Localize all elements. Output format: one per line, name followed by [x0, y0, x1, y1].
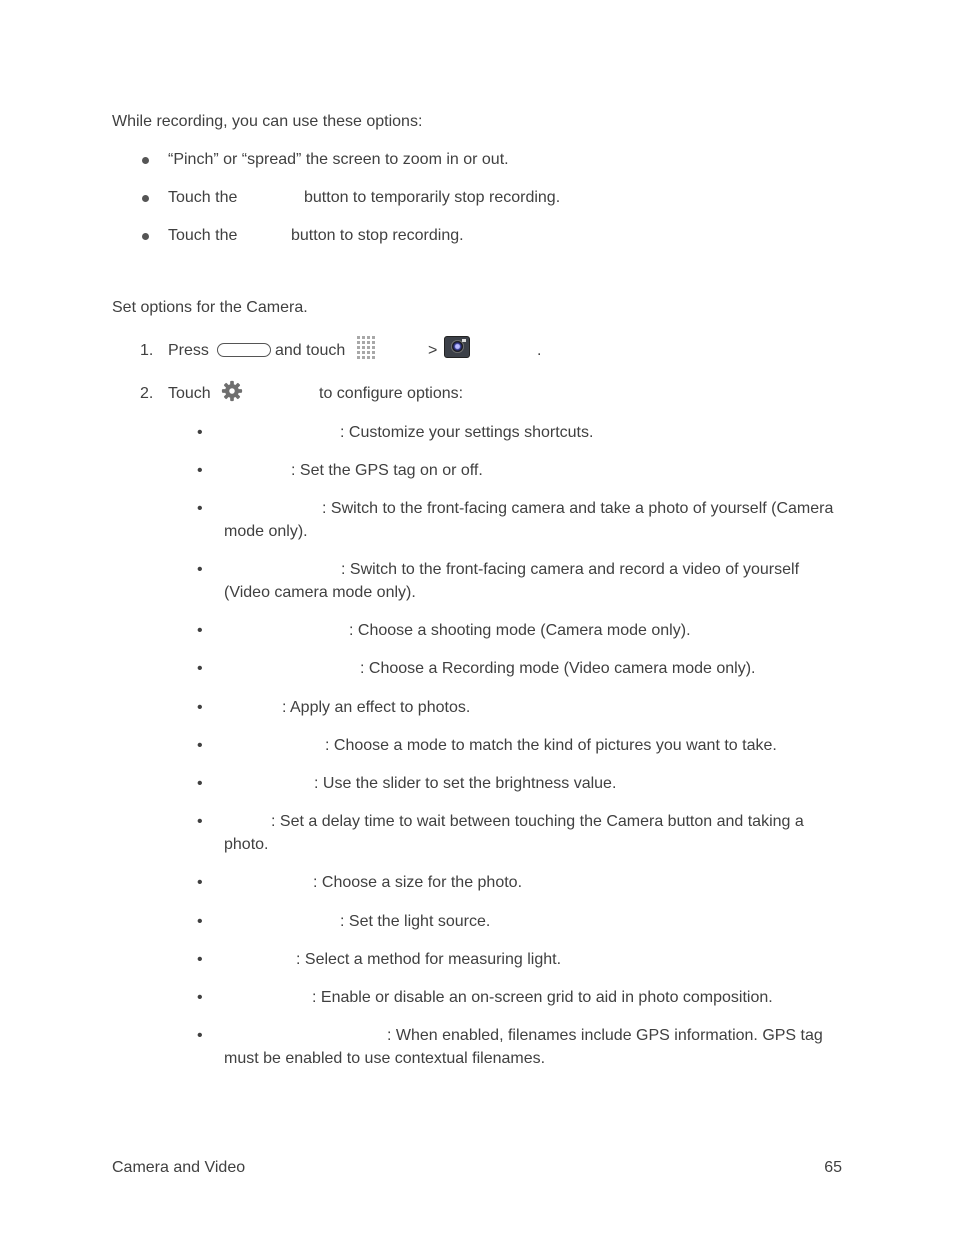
option-gps-tag: : Set the GPS tag on or off. — [291, 462, 483, 479]
bullet-mark: • — [197, 500, 203, 517]
step-2-number: 2. — [140, 385, 154, 402]
option-photo-size: : Choose a size for the photo. — [313, 874, 523, 891]
step-1-number: 1. — [140, 342, 154, 359]
bullet-mark: • — [197, 913, 203, 930]
bullet-mark: • — [197, 424, 203, 441]
intro-text: While recording, you can use these options: — [112, 113, 423, 130]
bullet-mark: • — [197, 989, 203, 1006]
bullet-mark: • — [197, 737, 203, 754]
bullet-mark: • — [197, 874, 203, 891]
option-effects: : Apply an effect to photos. — [282, 699, 471, 716]
option-timer: : Set a delay time to wait between touching the Camera button and taking a photo. — [224, 813, 804, 853]
bullet-mark: • — [197, 813, 203, 830]
bullet-mark: • — [197, 775, 203, 792]
bullet-mark: • — [197, 561, 203, 578]
step-2-touch: Touch — [168, 385, 211, 402]
step-1-press: Press — [168, 342, 209, 359]
bullet-dot — [142, 233, 149, 240]
bullet-dot — [142, 195, 149, 202]
bullet-mark: • — [197, 1027, 203, 1044]
option-white-balance: : Set the light source. — [340, 913, 491, 930]
recording-option-stop-text: button to stop recording. — [291, 227, 464, 244]
bullet-mark: • — [197, 699, 203, 716]
gear-icon — [221, 380, 243, 402]
option-self-recording: : Switch to the front-facing camera and record a video of yourself (Video camera mode only). — [224, 561, 800, 601]
apps-icon — [357, 336, 377, 358]
step-1-and-touch: and touch — [275, 342, 346, 359]
option-metering: : Select a method for measuring light. — [296, 951, 562, 968]
option-contextual-filename: : When enabled, filenames include GPS information. GPS tag must be enabled to use contextual filenames. — [224, 1027, 823, 1067]
step-1-period: . — [537, 342, 542, 359]
settings-intro-text: Set options for the Camera. — [112, 299, 308, 316]
home-key-icon — [217, 343, 271, 357]
bullet-mark: • — [197, 951, 203, 968]
option-edit-shortcuts: : Customize your settings shortcuts. — [340, 424, 594, 441]
recording-option-zoom: “Pinch” or “spread” the screen to zoom in or out. — [168, 151, 509, 168]
step-2-rest: to configure options: — [319, 385, 464, 402]
bullet-dot — [142, 157, 149, 164]
option-exposure-value: : Use the slider to set the brightness value. — [314, 775, 617, 792]
recording-option-pause-text: button to temporarily stop recording. — [304, 189, 561, 206]
option-scene-mode: : Choose a mode to match the kind of pictures you want to take. — [325, 737, 777, 754]
bullet-mark: • — [197, 462, 203, 479]
camera-icon — [444, 336, 470, 358]
footer-page-number: 65 — [824, 1159, 842, 1176]
step-1-arrow: > — [428, 342, 438, 359]
recording-option-pause-lead: Touch the — [168, 189, 238, 206]
option-shooting-mode: : Choose a shooting mode (Camera mode only). — [349, 622, 691, 639]
option-guidelines: : Enable or disable an on-screen grid to aid in photo composition. — [312, 989, 773, 1006]
option-self-portrait: : Switch to the front-facing camera and take a photo of yourself (Camera mode only). — [224, 500, 834, 540]
bullet-mark: • — [197, 622, 203, 639]
recording-option-stop-lead: Touch the — [168, 227, 238, 244]
footer-section-title: Camera and Video — [112, 1159, 246, 1176]
option-recording-mode: : Choose a Recording mode (Video camera mode only). — [360, 660, 756, 677]
bullet-mark: • — [197, 660, 203, 677]
